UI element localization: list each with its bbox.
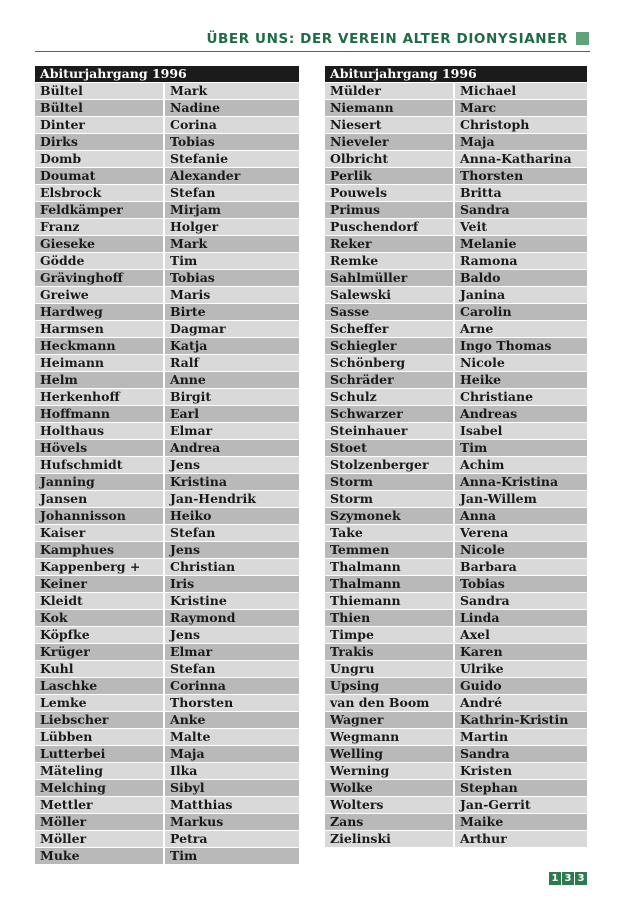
- first-name-cell: Maja: [455, 134, 587, 151]
- surname-cell: Kappenberg +: [35, 559, 165, 576]
- surname-cell: Niesert: [325, 117, 455, 134]
- first-name-cell: Maris: [165, 287, 299, 304]
- first-name-cell: Jens: [165, 542, 299, 559]
- surname-cell: Kuhl: [35, 661, 165, 678]
- surname-cell: Krüger: [35, 644, 165, 661]
- first-name-cell: Mark: [165, 236, 299, 253]
- left-table-row: [35, 117, 299, 134]
- first-name-cell: Karen: [455, 644, 587, 661]
- surname-cell: Dinter: [35, 117, 165, 134]
- left-table-row: [35, 729, 299, 746]
- left-table-row: [35, 270, 299, 287]
- left-table-row: [35, 304, 299, 321]
- first-name-cell: Tobias: [165, 270, 299, 287]
- surname-cell: Pouwels: [325, 185, 455, 202]
- right-table-row: [325, 576, 587, 593]
- left-table-row: [35, 746, 299, 763]
- surname-cell: Janning: [35, 474, 165, 491]
- surname-cell: Hoffmann: [35, 406, 165, 423]
- right-table-row: [325, 372, 587, 389]
- first-name-cell: Alexander: [165, 168, 299, 185]
- page-number-digit: 3: [562, 872, 574, 885]
- surname-cell: Niemann: [325, 100, 455, 117]
- surname-cell: Harmsen: [35, 321, 165, 338]
- surname-cell: Hufschmidt: [35, 457, 165, 474]
- surname-cell: Take: [325, 525, 455, 542]
- first-name-cell: Earl: [165, 406, 299, 423]
- surname-cell: Helm: [35, 372, 165, 389]
- page-number-digit: 3: [575, 872, 587, 885]
- left-table-row: [35, 338, 299, 355]
- first-name-cell: Christoph: [455, 117, 587, 134]
- surname-cell: Holthaus: [35, 423, 165, 440]
- left-table-row: [35, 474, 299, 491]
- surname-cell: Doumat: [35, 168, 165, 185]
- surname-cell: Gieseke: [35, 236, 165, 253]
- first-name-cell: Elmar: [165, 644, 299, 661]
- first-name-cell: Birgit: [165, 389, 299, 406]
- first-name-cell: Nadine: [165, 100, 299, 117]
- left-table-row: [35, 457, 299, 474]
- page-section-title: ÜBER UNS: DER VEREIN ALTER DIONYSIANER: [206, 31, 568, 47]
- first-name-cell: Mirjam: [165, 202, 299, 219]
- first-name-cell: Anna-Katharina: [455, 151, 587, 168]
- right-table-row: [325, 525, 587, 542]
- header-divider: [35, 51, 590, 52]
- left-table-row: [35, 763, 299, 780]
- surname-cell: Wagner: [325, 712, 455, 729]
- surname-cell: Heckmann: [35, 338, 165, 355]
- first-name-cell: Kristina: [165, 474, 299, 491]
- first-name-cell: Verena: [455, 525, 587, 542]
- right-table-header-row: [325, 66, 587, 83]
- first-name-cell: Nicole: [455, 355, 587, 372]
- right-table-row: [325, 491, 587, 508]
- surname-cell: Salewski: [325, 287, 455, 304]
- first-name-cell: Ralf: [165, 355, 299, 372]
- surname-cell: Jansen: [35, 491, 165, 508]
- first-name-cell: Baldo: [455, 270, 587, 287]
- surname-cell: Upsing: [325, 678, 455, 695]
- surname-cell: Heimann: [35, 355, 165, 372]
- surname-cell: Mülder: [325, 83, 455, 100]
- surname-cell: Köpfke: [35, 627, 165, 644]
- left-table-row: [35, 355, 299, 372]
- surname-cell: Kaiser: [35, 525, 165, 542]
- surname-cell: Schräder: [325, 372, 455, 389]
- left-table-row: [35, 627, 299, 644]
- surname-cell: Schönberg: [325, 355, 455, 372]
- left-table-heading: Abiturjahrgang 1996: [35, 66, 299, 83]
- surname-cell: Thien: [325, 610, 455, 627]
- surname-cell: Puschendorf: [325, 219, 455, 236]
- surname-cell: Dirks: [35, 134, 165, 151]
- first-name-cell: Ulrike: [455, 661, 587, 678]
- surname-cell: Wegmann: [325, 729, 455, 746]
- left-table-row: [35, 440, 299, 457]
- first-name-cell: Ramona: [455, 253, 587, 270]
- first-name-cell: Marc: [455, 100, 587, 117]
- right-table-row: [325, 236, 587, 253]
- surname-cell: Melching: [35, 780, 165, 797]
- first-name-cell: Markus: [165, 814, 299, 831]
- surname-cell: Nieveler: [325, 134, 455, 151]
- surname-cell: Laschke: [35, 678, 165, 695]
- right-table-row: [325, 117, 587, 134]
- first-name-cell: Sibyl: [165, 780, 299, 797]
- right-table-row: [325, 185, 587, 202]
- left-table-row: [35, 389, 299, 406]
- first-name-cell: Anna: [455, 508, 587, 525]
- first-name-cell: Petra: [165, 831, 299, 848]
- first-name-cell: Ilka: [165, 763, 299, 780]
- first-name-cell: Anne: [165, 372, 299, 389]
- surname-cell: Schiegler: [325, 338, 455, 355]
- left-table-row: [35, 219, 299, 236]
- left-table-row: [35, 610, 299, 627]
- surname-cell: Lutterbei: [35, 746, 165, 763]
- first-name-cell: Stephan: [455, 780, 587, 797]
- first-name-cell: Christiane: [455, 389, 587, 406]
- surname-cell: Thiemann: [325, 593, 455, 610]
- first-name-cell: Iris: [165, 576, 299, 593]
- first-name-cell: Nicole: [455, 542, 587, 559]
- surname-cell: Trakis: [325, 644, 455, 661]
- first-name-cell: Christian: [165, 559, 299, 576]
- first-name-cell: Anke: [165, 712, 299, 729]
- first-name-cell: Michael: [455, 83, 587, 100]
- first-name-cell: Dagmar: [165, 321, 299, 338]
- header-square-icon: [576, 32, 589, 45]
- surname-cell: Elsbrock: [35, 185, 165, 202]
- first-name-cell: Tim: [165, 848, 299, 865]
- surname-cell: Möller: [35, 831, 165, 848]
- left-name-table: [35, 66, 299, 865]
- first-name-cell: Arne: [455, 321, 587, 338]
- first-name-cell: Tobias: [455, 576, 587, 593]
- right-table-row: [325, 644, 587, 661]
- first-name-cell: Veit: [455, 219, 587, 236]
- surname-cell: Hardweg: [35, 304, 165, 321]
- surname-cell: Storm: [325, 474, 455, 491]
- surname-cell: Bültel: [35, 100, 165, 117]
- first-name-cell: Birte: [165, 304, 299, 321]
- right-table-row: [325, 406, 587, 423]
- right-table-row: [325, 151, 587, 168]
- left-table-row: [35, 202, 299, 219]
- right-table-row: [325, 746, 587, 763]
- left-table-row: [35, 695, 299, 712]
- right-table-row: [325, 797, 587, 814]
- surname-cell: Zans: [325, 814, 455, 831]
- surname-cell: Keiner: [35, 576, 165, 593]
- first-name-cell: Malte: [165, 729, 299, 746]
- first-name-cell: Maike: [455, 814, 587, 831]
- first-name-cell: Maja: [165, 746, 299, 763]
- first-name-cell: Holger: [165, 219, 299, 236]
- right-table-row: [325, 440, 587, 457]
- first-name-cell: Isabel: [455, 423, 587, 440]
- right-table-body: [325, 83, 587, 848]
- left-table-row: [35, 576, 299, 593]
- first-name-cell: Tim: [455, 440, 587, 457]
- right-table-row: [325, 508, 587, 525]
- surname-cell: Thalmann: [325, 576, 455, 593]
- surname-cell: Primus: [325, 202, 455, 219]
- right-table-row: [325, 270, 587, 287]
- right-table-row: [325, 304, 587, 321]
- right-table-row: [325, 321, 587, 338]
- surname-cell: Ungru: [325, 661, 455, 678]
- left-table-row: [35, 525, 299, 542]
- surname-cell: Gödde: [35, 253, 165, 270]
- right-name-table: [325, 66, 587, 848]
- surname-cell: Schulz: [325, 389, 455, 406]
- surname-cell: Kok: [35, 610, 165, 627]
- left-table-body: [35, 83, 299, 865]
- surname-cell: Johannisson: [35, 508, 165, 525]
- first-name-cell: Matthias: [165, 797, 299, 814]
- right-table-row: [325, 627, 587, 644]
- first-name-cell: Stefan: [165, 525, 299, 542]
- right-table-row: [325, 831, 587, 848]
- surname-cell: Sasse: [325, 304, 455, 321]
- right-table-row: [325, 100, 587, 117]
- first-name-cell: Thorsten: [165, 695, 299, 712]
- left-table-header-row: [35, 66, 299, 83]
- first-name-cell: Andreas: [455, 406, 587, 423]
- right-table-row: [325, 83, 587, 100]
- surname-cell: Mäteling: [35, 763, 165, 780]
- surname-cell: Franz: [35, 219, 165, 236]
- left-table-row: [35, 780, 299, 797]
- first-name-cell: Achim: [455, 457, 587, 474]
- left-table-row: [35, 814, 299, 831]
- first-name-cell: Arthur: [455, 831, 587, 848]
- left-table-row: [35, 253, 299, 270]
- first-name-cell: Corinna: [165, 678, 299, 695]
- left-table-row: [35, 661, 299, 678]
- left-table-row: [35, 287, 299, 304]
- first-name-cell: Kathrin-Kristin: [455, 712, 587, 729]
- left-table-row: [35, 168, 299, 185]
- surname-cell: Lübben: [35, 729, 165, 746]
- first-name-cell: Melanie: [455, 236, 587, 253]
- first-name-cell: Ingo Thomas: [455, 338, 587, 355]
- left-table-row: [35, 797, 299, 814]
- surname-cell: Stoet: [325, 440, 455, 457]
- left-table-row: [35, 185, 299, 202]
- left-table-row: [35, 593, 299, 610]
- left-table-row: [35, 712, 299, 729]
- right-table-row: [325, 729, 587, 746]
- first-name-cell: Kristine: [165, 593, 299, 610]
- surname-cell: Timpe: [325, 627, 455, 644]
- first-name-cell: Jan-Hendrik: [165, 491, 299, 508]
- surname-cell: Lemke: [35, 695, 165, 712]
- left-table-row: [35, 236, 299, 253]
- left-table-row: [35, 406, 299, 423]
- first-name-cell: Stefan: [165, 185, 299, 202]
- surname-cell: Muke: [35, 848, 165, 865]
- right-table-row: [325, 338, 587, 355]
- first-name-cell: Axel: [455, 627, 587, 644]
- first-name-cell: André: [455, 695, 587, 712]
- surname-cell: Kleidt: [35, 593, 165, 610]
- first-name-cell: Sandra: [455, 593, 587, 610]
- first-name-cell: Jens: [165, 457, 299, 474]
- surname-cell: Zielinski: [325, 831, 455, 848]
- right-table-row: [325, 168, 587, 185]
- right-table-row: [325, 610, 587, 627]
- right-table-row: [325, 134, 587, 151]
- surname-cell: van den Boom: [325, 695, 455, 712]
- surname-cell: Temmen: [325, 542, 455, 559]
- right-table-row: [325, 780, 587, 797]
- surname-cell: Feldkämper: [35, 202, 165, 219]
- surname-cell: Steinhauer: [325, 423, 455, 440]
- surname-cell: Perlik: [325, 168, 455, 185]
- first-name-cell: Carolin: [455, 304, 587, 321]
- first-name-cell: Jens: [165, 627, 299, 644]
- right-table-row: [325, 219, 587, 236]
- surname-cell: Schwarzer: [325, 406, 455, 423]
- surname-cell: Reker: [325, 236, 455, 253]
- surname-cell: Bültel: [35, 83, 165, 100]
- first-name-cell: Andrea: [165, 440, 299, 457]
- left-table-row: [35, 831, 299, 848]
- surname-cell: Szymonek: [325, 508, 455, 525]
- right-table-row: [325, 814, 587, 831]
- surname-cell: Greiwe: [35, 287, 165, 304]
- first-name-cell: Stefan: [165, 661, 299, 678]
- surname-cell: Sahlmüller: [325, 270, 455, 287]
- right-table-row: [325, 542, 587, 559]
- surname-cell: Liebscher: [35, 712, 165, 729]
- right-table-row: [325, 389, 587, 406]
- right-table-row: [325, 355, 587, 372]
- right-table-row: [325, 423, 587, 440]
- left-table-row: [35, 848, 299, 865]
- surname-cell: Grävinghoff: [35, 270, 165, 287]
- left-table-row: [35, 508, 299, 525]
- surname-cell: Mettler: [35, 797, 165, 814]
- left-table-row: [35, 134, 299, 151]
- first-name-cell: Mark: [165, 83, 299, 100]
- left-table-row: [35, 491, 299, 508]
- surname-cell: Scheffer: [325, 321, 455, 338]
- first-name-cell: Stefanie: [165, 151, 299, 168]
- first-name-cell: Katja: [165, 338, 299, 355]
- first-name-cell: Britta: [455, 185, 587, 202]
- first-name-cell: Tobias: [165, 134, 299, 151]
- first-name-cell: Linda: [455, 610, 587, 627]
- surname-cell: Stolzenberger: [325, 457, 455, 474]
- first-name-cell: Jan-Gerrit: [455, 797, 587, 814]
- first-name-cell: Thorsten: [455, 168, 587, 185]
- first-name-cell: Corina: [165, 117, 299, 134]
- first-name-cell: Guido: [455, 678, 587, 695]
- surname-cell: Olbricht: [325, 151, 455, 168]
- first-name-cell: Barbara: [455, 559, 587, 576]
- left-table-row: [35, 542, 299, 559]
- first-name-cell: Anna-Kristina: [455, 474, 587, 491]
- right-table-row: [325, 763, 587, 780]
- surname-cell: Wolke: [325, 780, 455, 797]
- first-name-cell: Sandra: [455, 746, 587, 763]
- right-table-row: [325, 253, 587, 270]
- surname-cell: Möller: [35, 814, 165, 831]
- first-name-cell: Heike: [455, 372, 587, 389]
- first-name-cell: Tim: [165, 253, 299, 270]
- surname-cell: Remke: [325, 253, 455, 270]
- right-table-row: [325, 474, 587, 491]
- first-name-cell: Kristen: [455, 763, 587, 780]
- first-name-cell: Sandra: [455, 202, 587, 219]
- surname-cell: Hövels: [35, 440, 165, 457]
- page-number-digit: 1: [549, 872, 561, 885]
- left-table-row: [35, 321, 299, 338]
- left-table-row: [35, 644, 299, 661]
- first-name-cell: Elmar: [165, 423, 299, 440]
- right-table-row: [325, 457, 587, 474]
- first-name-cell: Jan-Willem: [455, 491, 587, 508]
- right-table-row: [325, 661, 587, 678]
- surname-cell: Werning: [325, 763, 455, 780]
- right-table-row: [325, 712, 587, 729]
- first-name-cell: Janina: [455, 287, 587, 304]
- page-number: [549, 872, 587, 885]
- left-table-row: [35, 423, 299, 440]
- right-table-heading: Abiturjahrgang 1996: [325, 66, 587, 83]
- surname-cell: Thalmann: [325, 559, 455, 576]
- left-table-row: [35, 151, 299, 168]
- right-table-row: [325, 202, 587, 219]
- left-table-row: [35, 678, 299, 695]
- first-name-cell: Raymond: [165, 610, 299, 627]
- first-name-cell: Heiko: [165, 508, 299, 525]
- right-table-row: [325, 678, 587, 695]
- surname-cell: Storm: [325, 491, 455, 508]
- right-table-row: [325, 695, 587, 712]
- right-table-row: [325, 559, 587, 576]
- left-table-row: [35, 559, 299, 576]
- surname-cell: Welling: [325, 746, 455, 763]
- surname-cell: Domb: [35, 151, 165, 168]
- left-table-row: [35, 372, 299, 389]
- surname-cell: Wolters: [325, 797, 455, 814]
- surname-cell: Herkenhoff: [35, 389, 165, 406]
- first-name-cell: Martin: [455, 729, 587, 746]
- right-table-row: [325, 593, 587, 610]
- left-table-row: [35, 83, 299, 100]
- right-table-row: [325, 287, 587, 304]
- surname-cell: Kamphues: [35, 542, 165, 559]
- left-table-row: [35, 100, 299, 117]
